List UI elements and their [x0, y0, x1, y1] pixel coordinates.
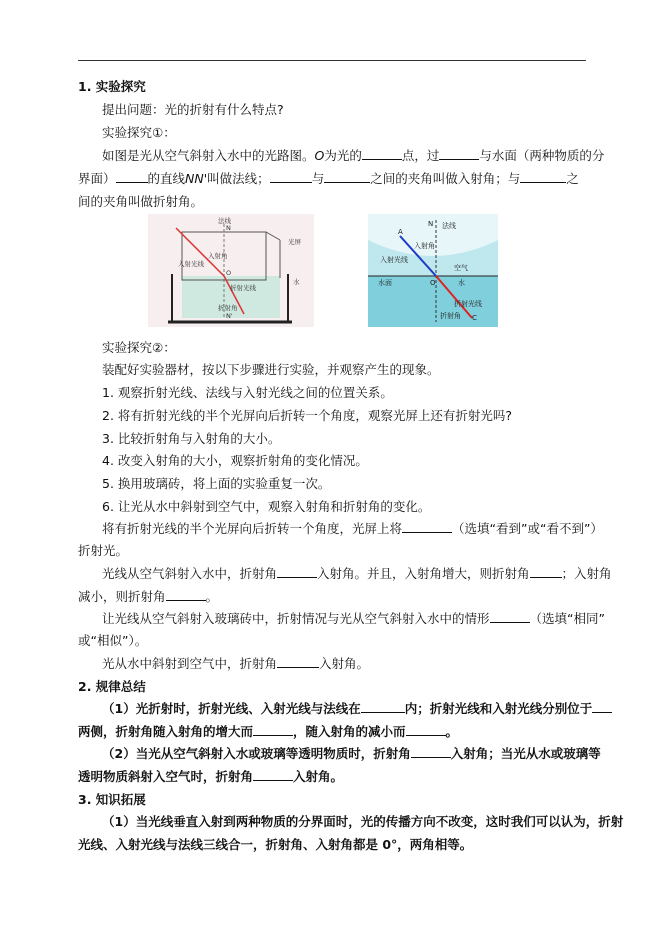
- water-label: 水: [458, 279, 465, 287]
- normal-label: 法线: [218, 217, 231, 225]
- section-1-heading: 1. 实验探究: [78, 79, 146, 94]
- step-item: 1. 观察折射光线、法线与入射光线之间的位置关系。: [102, 385, 393, 400]
- step-item: 2. 将有折射光线的半个光屏向后折转一个角度，观察光屏上还有折射光吗?: [102, 408, 513, 423]
- n-label: N: [226, 224, 231, 232]
- refraction-angle-label: 折射角: [218, 304, 238, 312]
- water-label: 水: [293, 278, 300, 286]
- question-3-line-2: 或“相似”）。: [78, 633, 148, 648]
- refracted-ray-label: 折射光线: [230, 284, 256, 292]
- blank[interactable]: [270, 171, 312, 183]
- blank[interactable]: [324, 171, 370, 183]
- question-1-line-2: 折射光。: [78, 543, 129, 558]
- paragraph-1-line-1: 如图是光从空气斜射入水中的光路图。O为光的 点，过 与水面（两种物质的分: [102, 148, 605, 163]
- water-surface-label: 水面: [378, 279, 392, 287]
- rule-2-line-2: 透明物质斜射入空气时，折射角 入射角。: [78, 769, 344, 784]
- blank[interactable]: [411, 746, 451, 758]
- step-item: 5. 换用玻璃砖，将上面的实验重复一次。: [102, 476, 331, 491]
- refraction-screen-figure: [148, 214, 314, 327]
- rule-1-line-2: 两侧，折射角随入射角的增大而 ，随入射角的减小而 。: [78, 724, 459, 739]
- c-label: C: [472, 314, 477, 322]
- blank[interactable]: [406, 724, 446, 736]
- incident-angle-label: 入射角: [208, 252, 228, 260]
- blank[interactable]: [166, 589, 206, 601]
- incident-ray-label: 入射光线: [178, 260, 204, 268]
- incident-ray-label: 入射光线: [380, 256, 408, 264]
- blank[interactable]: [402, 521, 452, 533]
- a-label: A: [398, 228, 403, 236]
- experiment-1-label: 实验探究①：: [102, 125, 176, 140]
- n-label: N: [428, 220, 434, 228]
- o-label: O: [430, 279, 436, 287]
- refraction-angle-label: 折射角: [440, 312, 461, 320]
- experiment-2-intro: 装配好实验器材，按以下步骤进行实验，并观察产生的现象。: [102, 362, 440, 377]
- blank[interactable]: [253, 769, 293, 781]
- question-2-line-1: 光线从空气斜射入水中，折射角 入射角。并且，入射角增大，则折射角 ；入射角: [102, 566, 612, 581]
- refraction-light-path-figure: [368, 214, 498, 327]
- paragraph-1-line-2: 界面） 的直线NN'叫做法线； 与 之间的夹角叫做入射角；与 之: [78, 171, 579, 186]
- step-item: 6. 让光从水中斜射到空气中，观察入射角和折射角的变化。: [102, 499, 431, 514]
- question-1-line-1: 将有折射光线的半个光屏向后折转一个角度，光屏上将 （选填“看到”或“看不到”）: [102, 521, 603, 536]
- screen-label: 光屏: [288, 238, 301, 246]
- question-line: 提出问题：光的折射有什么特点?: [102, 102, 284, 117]
- blank[interactable]: [439, 148, 479, 160]
- section-3-heading: 3. 知识拓展: [78, 792, 146, 807]
- air-label: 空气: [454, 264, 468, 272]
- n-prime-label: N': [226, 312, 233, 320]
- knowledge-1-line-1: （1）当光线垂直入射到两种物质的分界面时，光的传播方向不改变，这时我们可以认为，折射: [102, 814, 624, 829]
- knowledge-1-line-2: 光线、入射光线与法线三线合一，折射角、入射角都是 0°，两角相等。: [78, 837, 473, 852]
- question-3-line-1: 让光线从空气斜射入玻璃砖中，折射情况与光从空气斜射入水中的情形 （选填“相同”: [102, 611, 605, 626]
- step-item: 3. 比较折射角与入射角的大小。: [102, 431, 281, 446]
- blank[interactable]: [490, 611, 530, 623]
- refracted-ray-label: 折射光线: [454, 300, 482, 308]
- rule-2-line-1: （2）当光从空气斜射入水或玻璃等透明物质时，折射角 入射角；当光从水或玻璃等: [102, 746, 601, 761]
- question-2-line-2: 减小，则折射角 。: [78, 589, 219, 604]
- o-label: O: [226, 269, 232, 277]
- blank[interactable]: [277, 566, 317, 578]
- blank[interactable]: [592, 701, 612, 713]
- normal-label: 法线: [442, 222, 456, 230]
- paragraph-1-line-3: 间的夹角叫做折射角。: [78, 194, 204, 209]
- blank[interactable]: [277, 656, 319, 668]
- question-4-line: 光从水中斜射到空气中，折射角 入射角。: [102, 656, 370, 671]
- experiment-2-label: 实验探究②：: [102, 340, 176, 355]
- blank[interactable]: [520, 171, 566, 183]
- blank[interactable]: [116, 171, 148, 183]
- blank[interactable]: [361, 701, 405, 713]
- blank[interactable]: [530, 566, 562, 578]
- blank[interactable]: [253, 724, 293, 736]
- section-2-heading: 2. 规律总结: [78, 679, 146, 694]
- incident-angle-label: 入射角: [414, 242, 435, 250]
- step-item: 4. 改变入射角的大小，观察折射角的变化情况。: [102, 453, 368, 468]
- rule-1-line-1: （1）光折射时，折射光线、入射光线与法线在 内；折射光线和入射光线分别位于: [102, 701, 614, 717]
- blank[interactable]: [362, 148, 402, 160]
- header-rule: [78, 60, 586, 61]
